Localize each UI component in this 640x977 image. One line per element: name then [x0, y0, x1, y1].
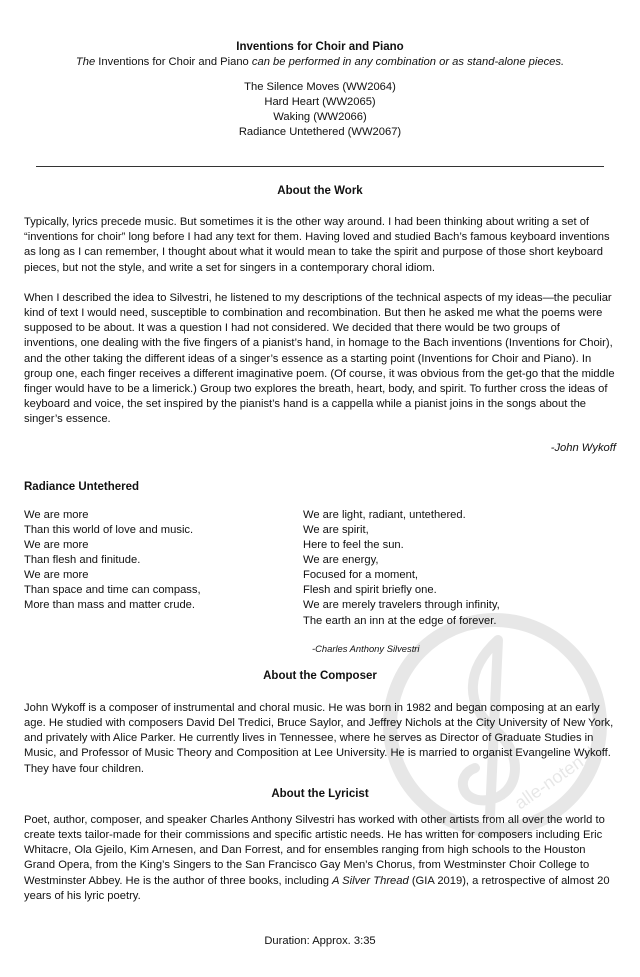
book-title: A Silver Thread	[332, 874, 409, 887]
about-work-paragraph: Typically, lyrics precede music. But sometimes it is the other way around. I had been thinking about writing a set of “inventions for choir” long before I had any text for them. Having loved and studied Bach’s famous keyboard inventions as long as I can remember, I thought about what it would mean to take the spirit and purpose of those short keyboard pieces, but not the style, and write a set for singers in a contemporary choral idiom.	[24, 216, 610, 274]
about-work-heading: About the Work	[277, 185, 363, 197]
page-title: Inventions for Choir and Piano	[236, 41, 404, 53]
about-lyricist-text	[24, 813, 616, 904]
poem-line: More than mass and matter crude.	[24, 599, 195, 612]
poem-line: We are more	[24, 569, 89, 582]
poem-line: Focused for a moment,	[303, 569, 419, 582]
poem-line: We are more	[24, 508, 89, 521]
poem-line: The earth an inn at the edge of forever.	[303, 614, 497, 627]
poem-column-left	[24, 508, 303, 629]
poem-title: Radiance Untethered	[24, 480, 140, 493]
poem-line: Flesh and spirit briefly one.	[303, 584, 437, 597]
lyricist-text-after: (GIA 2019), a retrospective of almost 20 years of his lyric poetry.	[24, 874, 610, 902]
poem-line: Than this world of love and music.	[24, 523, 194, 536]
about-work-paragraph: When I described the idea to Silvestri, he listened to my descriptions of the technical aspects of my ideas—the peculiar kind of text I would need, susceptible to combination and recombination. But then he asked me what the poems were supposed to be about. It was a question I had not considered. We decided that there would be two groups of inventions, one dealing with the five fingers of a pianist’s hand, in homage to the Bach inventions (Inventions for Choir), and the other taking the different ideas of a singer’s essence as a starting point (Inventions for Choir and Piano). In group one, each finger receives a different imaginative poem. (Of course, it was obvious from the get-go that the middle finger would have to be a limerick.) Group two explores the breath, heart, body, and spirit. To further cross the ideas of keyboard and voice, the set inspired by the pianist’s hand is a cappella while a pianist joins in the songs about the singer’s essence.	[24, 291, 615, 426]
work-item: Waking (WW2066)	[273, 111, 367, 123]
poem-line: We are merely travelers through infinity,	[303, 599, 500, 612]
watermark-text: alle-noten.de	[510, 737, 608, 814]
composer-signature: -John Wykoff	[550, 441, 616, 454]
about-lyricist-heading: About the Lyricist	[271, 787, 369, 800]
work-item: Hard Heart (WW2065)	[264, 96, 376, 108]
poem-line: Here to feel the sun.	[303, 539, 404, 552]
poem-line: Than space and time can compass,	[24, 584, 201, 597]
program-notes-page	[24, 40, 616, 947]
works-list	[24, 80, 616, 140]
poet-signature: -Charles Anthony Silvestri	[312, 642, 420, 654]
subtitle-plain: Inventions for Choir and Piano	[98, 56, 249, 68]
poem-column-right	[303, 508, 616, 629]
about-composer-heading: About the Composer	[263, 669, 377, 682]
header	[24, 40, 616, 140]
work-item: The Silence Moves (WW2064)	[244, 81, 396, 93]
poem-line: We are more	[24, 539, 89, 552]
poem-line: We are light, radiant, untethered.	[303, 508, 466, 521]
duration: Duration: Approx. 3:35	[264, 935, 376, 947]
about-composer-text: John Wykoff is a composer of instrumental and choral music. He was born in 1982 and began composing at an early age. He studied with composers David Del Tredici, Bruce Saylor, and Jeffrey Nichols at the City University of New York, and privately with Alice Parker. He currently lives in Tennessee, where he serves as Director of Graduate Studies in Music, and Professor of Music Theory and Composition at Lee University. He is married to organist Evangeline Wykoff. They have four children.	[24, 701, 614, 775]
poem-text	[24, 508, 616, 629]
lyricist-text-before: Poet, author, composer, and speaker Charles Anthony Silvestri has worked with other artists from all over the world to create texts tailor-made for their commissions and specific artistic needs. He has written for composers including Eric Whitacre, Ola Gjeilo, Kim Arnesen, and Dan Forrest, and for ensembles ranging from high schools to the Houston Grand Opera, from the King’s Singers to the San Francisco Gay Men’s Chorus, from Westminster Choir College to Westminster Abbey. He is the author of three books, including	[24, 813, 605, 887]
page-subtitle	[24, 55, 616, 70]
poem-line: We are energy,	[303, 554, 379, 567]
work-item: Radiance Untethered (WW2067)	[238, 126, 402, 138]
subtitle-tail: can be performed in any combination or as stand-alone pieces.	[251, 56, 565, 68]
poem-line: Than flesh and finitude.	[24, 554, 141, 567]
poem-line: We are spirit,	[303, 523, 369, 536]
subtitle-lead: The	[75, 56, 96, 68]
divider	[36, 166, 604, 167]
